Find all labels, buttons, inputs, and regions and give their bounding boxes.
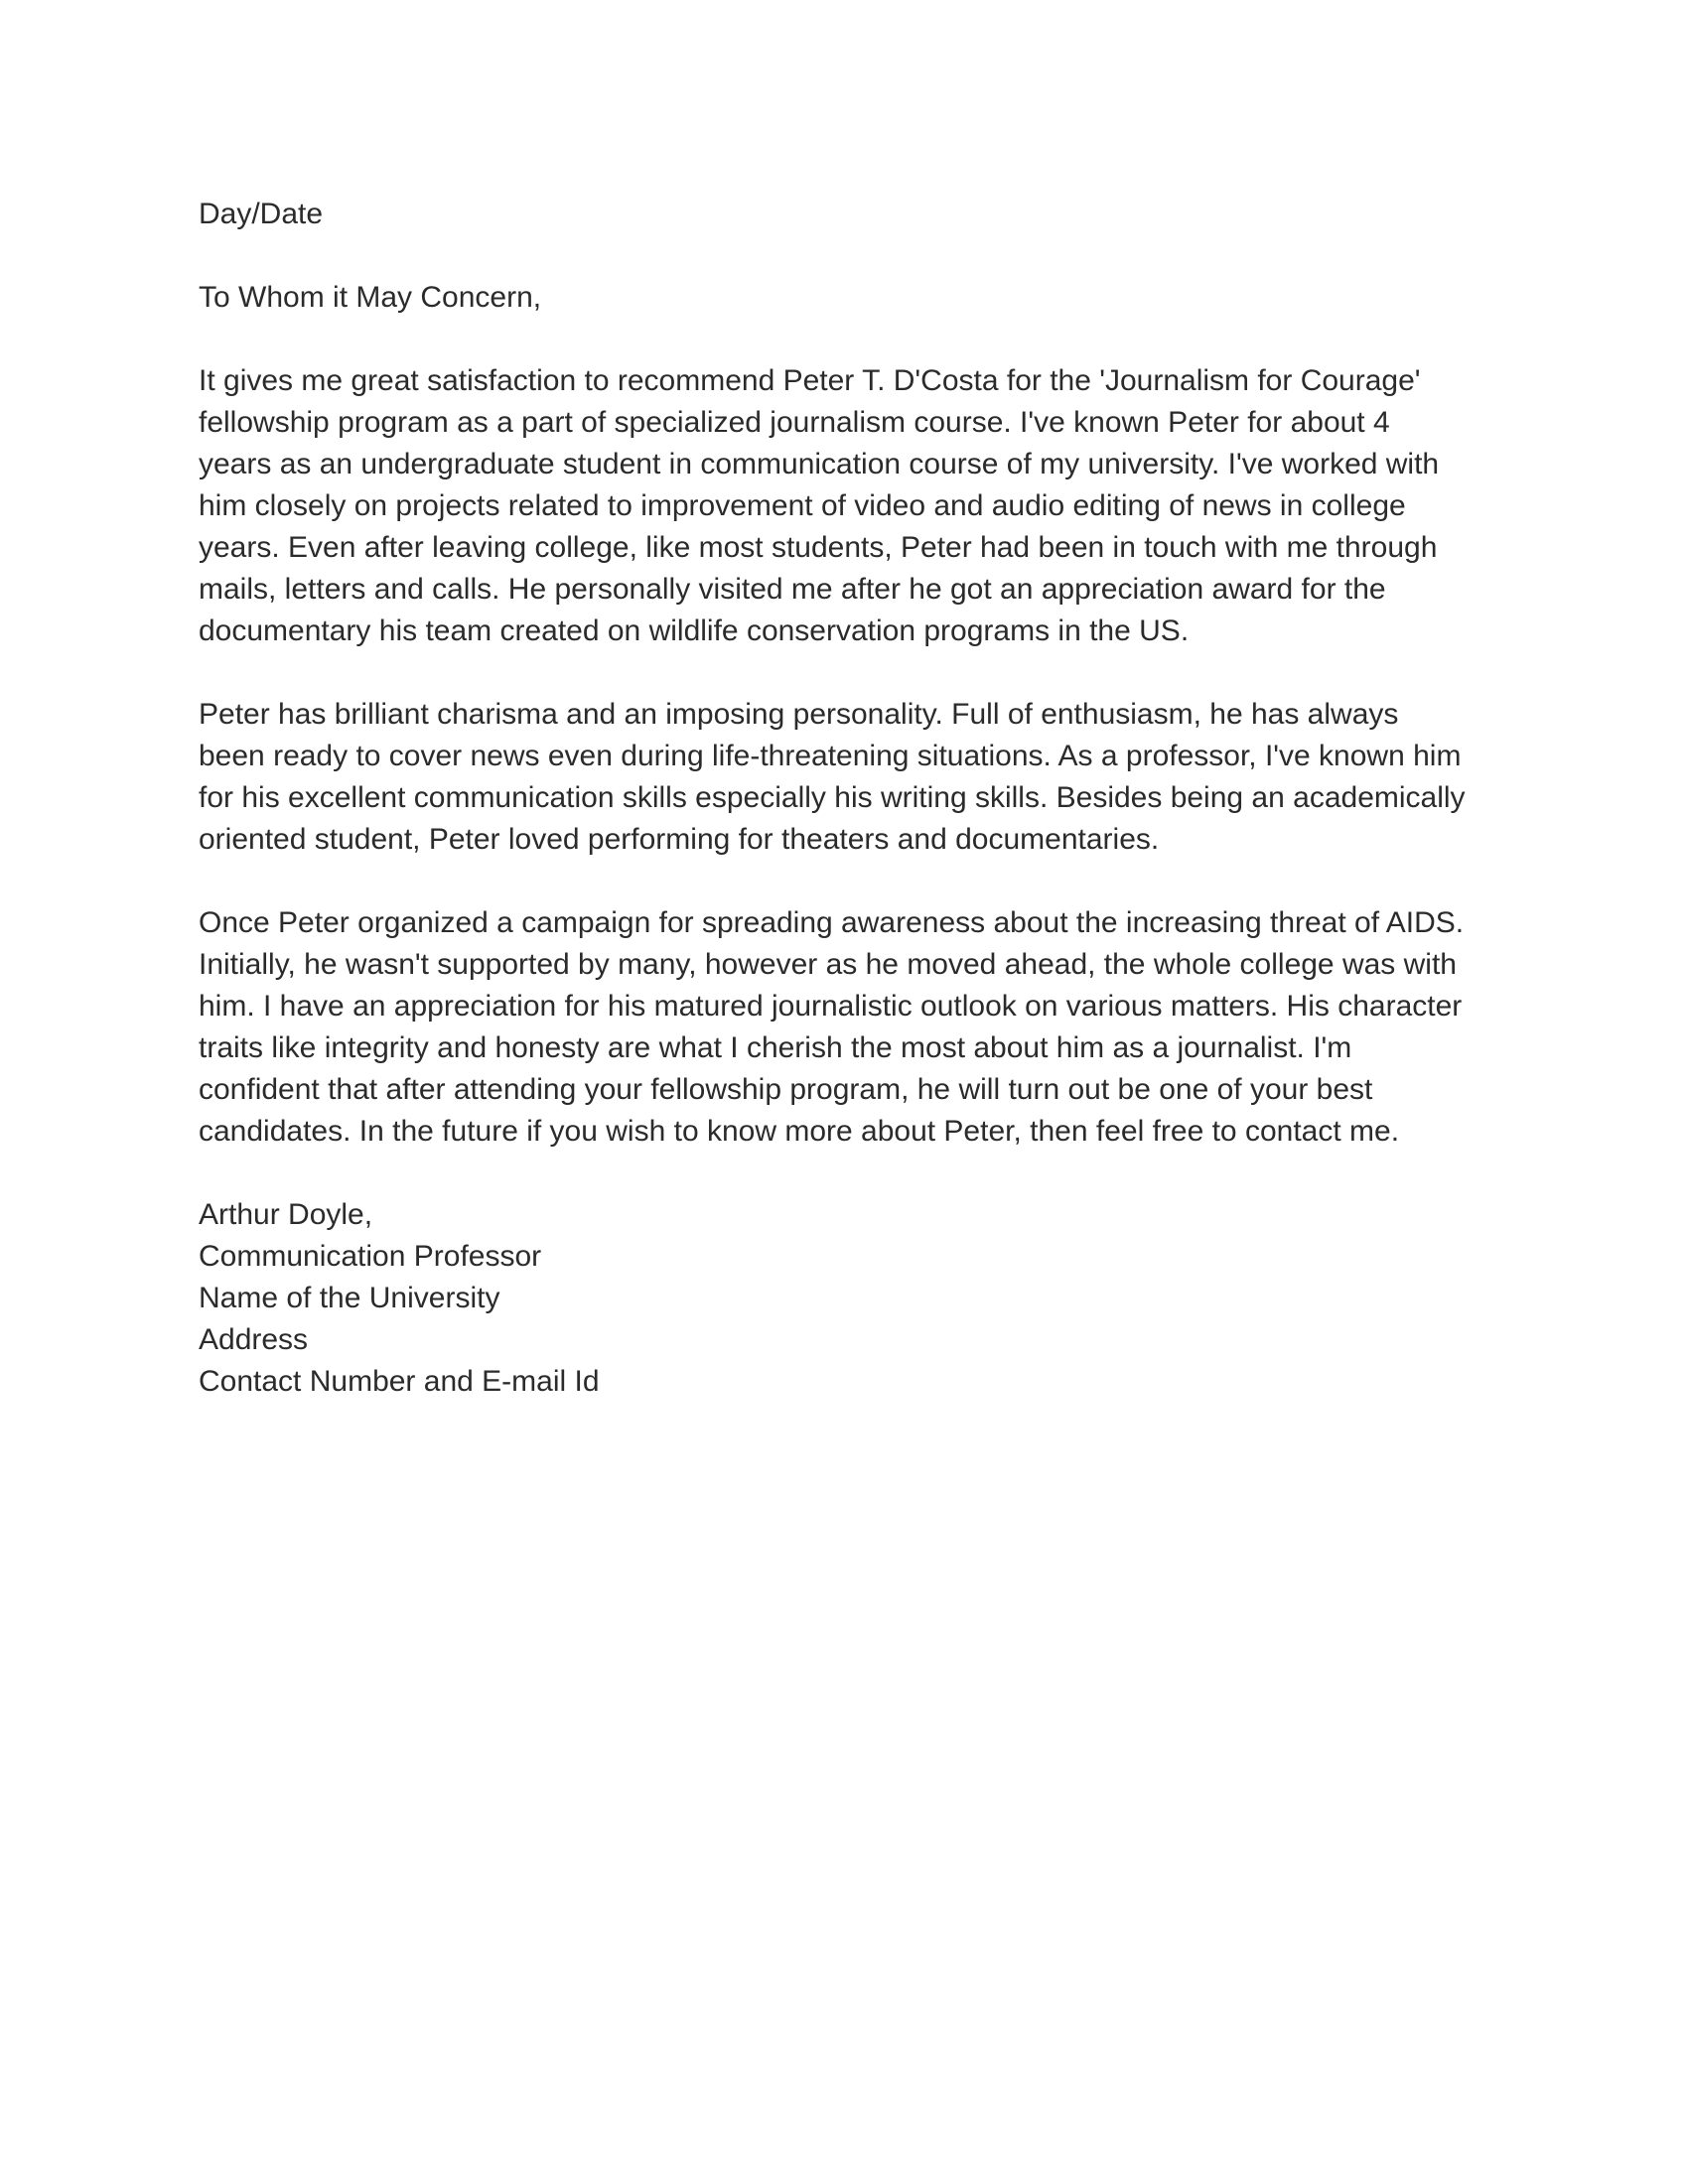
paragraph-line: oriented student, Peter loved performing for theaters and documentaries. bbox=[199, 823, 1160, 856]
paragraph-line: documentary his team created on wildlife conservation programs in the US. bbox=[199, 614, 1190, 647]
paragraph-line: mails, letters and calls. He personally visited me after he got an appreciation award for the bbox=[199, 573, 1386, 606]
paragraph-line: years. Even after leaving college, like most students, Peter had been in touch with me through bbox=[199, 531, 1438, 564]
paragraph-line: It gives me great satisfaction to recommend Peter T. D'Costa for the 'Journalism for Courage' bbox=[199, 364, 1421, 397]
paragraph-line: candidates. In the future if you wish to know more about Peter, then feel free to contact me. bbox=[199, 1115, 1400, 1148]
body-paragraph-2 bbox=[199, 694, 1509, 861]
paragraph-line: confident that after attending your fellowship program, he will turn out be one of your best bbox=[199, 1073, 1373, 1106]
signer-title: Communication Professor bbox=[199, 1240, 542, 1273]
recommendation-letter bbox=[199, 194, 1509, 1403]
paragraph-line: him closely on projects related to improvement of video and audio editing of news in college bbox=[199, 489, 1406, 522]
body-paragraph-1 bbox=[199, 360, 1509, 652]
signer-address: Address bbox=[199, 1323, 309, 1356]
letter-salutation: To Whom it May Concern, bbox=[199, 281, 542, 314]
body-paragraph-3 bbox=[199, 902, 1509, 1153]
paragraph-line: years as an undergraduate student in communication course of my university. I've worked with bbox=[199, 448, 1440, 480]
date-line bbox=[199, 194, 1509, 235]
paragraph-line: Peter has brilliant charisma and an imposing personality. Full of enthusiasm, he has always bbox=[199, 698, 1399, 731]
signature-block bbox=[199, 1194, 1509, 1403]
paragraph-line: for his excellent communication skills especially his writing skills. Besides being an academically bbox=[199, 781, 1466, 814]
paragraph-line: Initially, he wasn't supported by many, however as he moved ahead, the whole college was with bbox=[199, 948, 1457, 981]
signer-name: Arthur Doyle, bbox=[199, 1198, 373, 1231]
paragraph-line: Once Peter organized a campaign for spreading awareness about the increasing threat of AIDS. bbox=[199, 906, 1465, 939]
paragraph-line: traits like integrity and honesty are what I cherish the most about him as a journalist. I'm bbox=[199, 1031, 1352, 1064]
signer-contact: Contact Number and E-mail Id bbox=[199, 1365, 600, 1398]
paragraph-line: him. I have an appreciation for his matured journalistic outlook on various matters. His character bbox=[199, 990, 1463, 1023]
signer-institution: Name of the University bbox=[199, 1282, 500, 1314]
paragraph-line: fellowship program as a part of specialized journalism course. I've known Peter for about 4 bbox=[199, 406, 1390, 439]
letter-date: Day/Date bbox=[199, 198, 324, 230]
paragraph-line: been ready to cover news even during life-threatening situations. As a professor, I've known him bbox=[199, 740, 1462, 772]
salutation-block bbox=[199, 277, 1509, 319]
